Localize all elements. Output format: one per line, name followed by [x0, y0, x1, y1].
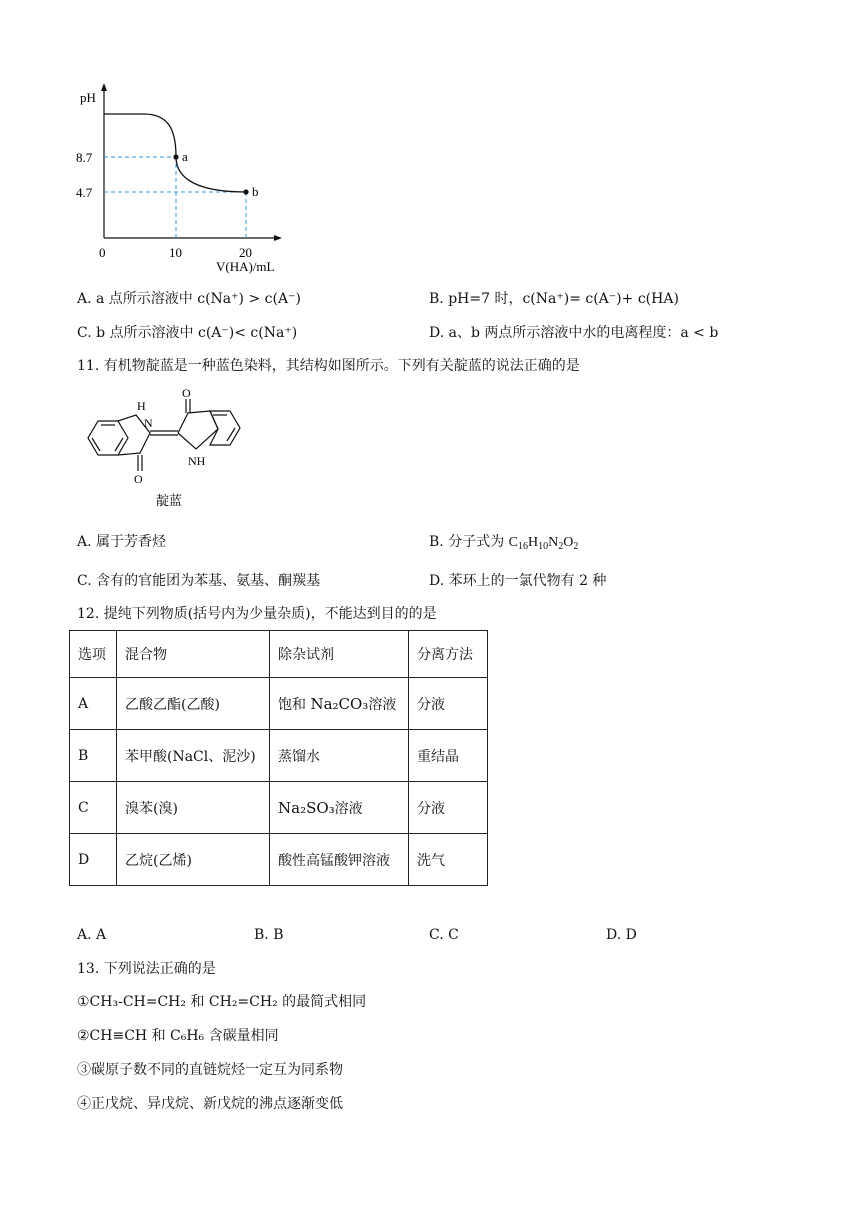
q13-item-2: ②CH≡CH 和 C₆H₆ 含碳量相同: [77, 1028, 279, 1044]
row-mixture: 乙酸乙酯(乙酸): [117, 678, 270, 730]
point-b-label: b: [252, 184, 259, 199]
table-row: [70, 730, 488, 782]
left-nh-h: H: [137, 399, 146, 413]
row-method: 洗气: [409, 834, 488, 886]
row-method: 重结晶: [409, 730, 488, 782]
table-row: [70, 678, 488, 730]
x-tick-0: 0: [99, 245, 106, 260]
q13-item-1: ①CH₃-CH=CH₂ 和 CH₂=CH₂ 的最简式相同: [77, 994, 367, 1010]
q11-option-b-prefix: B. 分子式为: [429, 534, 505, 550]
purification-table: [69, 630, 488, 886]
table-row: [70, 834, 488, 886]
row-option: B: [70, 730, 117, 782]
x-axis-label: V(HA)/mL: [216, 259, 275, 274]
left-n: N: [144, 416, 153, 430]
q11-option-b: [429, 533, 578, 556]
q13-item-3: ③碳原子数不同的直链烷烃一定互为同系物: [77, 1062, 343, 1078]
row-reagent: 蒸馏水: [270, 730, 409, 782]
y-axis-label: pH: [80, 90, 96, 105]
q11-option-c: C. 含有的官能团为苯基、氨基、酮羰基: [77, 573, 321, 589]
q10-option-b: B. pH=7 时，c(Na⁺)= c(A⁻)+ c(HA): [429, 291, 679, 307]
q10-option-c: C. b 点所示溶液中 c(A⁻)< c(Na⁺): [77, 325, 298, 341]
table-row: [70, 782, 488, 834]
q11-formula: $C_{16}H_{10}N_2O_2$: [508, 535, 579, 552]
table-header-row: [70, 631, 488, 678]
right-o: O: [182, 386, 191, 400]
ph-titration-chart: [70, 80, 290, 275]
row-method: 分液: [409, 782, 488, 834]
left-o: O: [134, 472, 143, 486]
row-mixture: 溴苯(溴): [117, 782, 270, 834]
point-b: [243, 189, 248, 194]
x-tick-20: 20: [239, 245, 252, 260]
q12-answer-a: A. A: [77, 927, 107, 943]
structure-caption: 靛蓝: [156, 493, 183, 508]
q13-item-4: ④正戊烷、异戊烷、新戊烷的沸点逐渐变低: [77, 1096, 343, 1112]
y-axis-arrow: [101, 83, 107, 91]
row-mixture: 苯甲酸(NaCl、泥沙): [117, 730, 270, 782]
q11-stem: 11. 有机物靛蓝是一种蓝色染料，其结构如图所示。下列有关靛蓝的说法正确的是: [77, 358, 580, 374]
q11-option-a: A. 属于芳香烃: [77, 534, 167, 550]
titration-curve: [104, 114, 246, 192]
row-option: A: [70, 678, 117, 730]
y-tick-4-7: 4.7: [76, 185, 93, 200]
point-a: [173, 154, 178, 159]
row-method: 分液: [409, 678, 488, 730]
q12-answer-d: D. D: [606, 927, 637, 943]
header-reagent: 除杂试剂: [270, 631, 409, 678]
point-a-label: a: [182, 149, 188, 164]
header-method: 分离方法: [409, 631, 488, 678]
row-option: C: [70, 782, 117, 834]
header-mixture: 混合物: [117, 631, 270, 678]
q10-option-d: D. a、b 两点所示溶液中水的电离程度：a < b: [429, 325, 719, 341]
row-reagent: Na₂SO₃溶液: [270, 782, 409, 834]
row-reagent: 饱和 Na₂CO₃溶液: [270, 678, 409, 730]
indigo-structure-diagram: [70, 385, 270, 515]
header-option: 选项: [70, 631, 117, 678]
row-mixture: 乙烷(乙烯): [117, 834, 270, 886]
x-tick-10: 10: [169, 245, 182, 260]
q12-stem: 12. 提纯下列物质(括号内为少量杂质)，不能达到目的的是: [77, 606, 437, 622]
row-option: D: [70, 834, 117, 886]
q10-option-a: A. a 点所示溶液中 c(Na⁺) > c(A⁻): [77, 291, 301, 307]
q13-stem: 13. 下列说法正确的是: [77, 961, 216, 977]
row-reagent: 酸性高锰酸钾溶液: [270, 834, 409, 886]
q12-answer-b: B. B: [254, 927, 284, 943]
y-tick-8-7: 8.7: [76, 150, 93, 165]
q11-option-d: D. 苯环上的一氯代物有 2 种: [429, 573, 607, 589]
x-axis-arrow: [274, 235, 282, 241]
left-benzene-ring: [88, 421, 128, 455]
right-benzene-ring: [210, 411, 240, 445]
right-nh: NH: [188, 454, 206, 468]
q12-answer-c: C. C: [429, 927, 459, 943]
